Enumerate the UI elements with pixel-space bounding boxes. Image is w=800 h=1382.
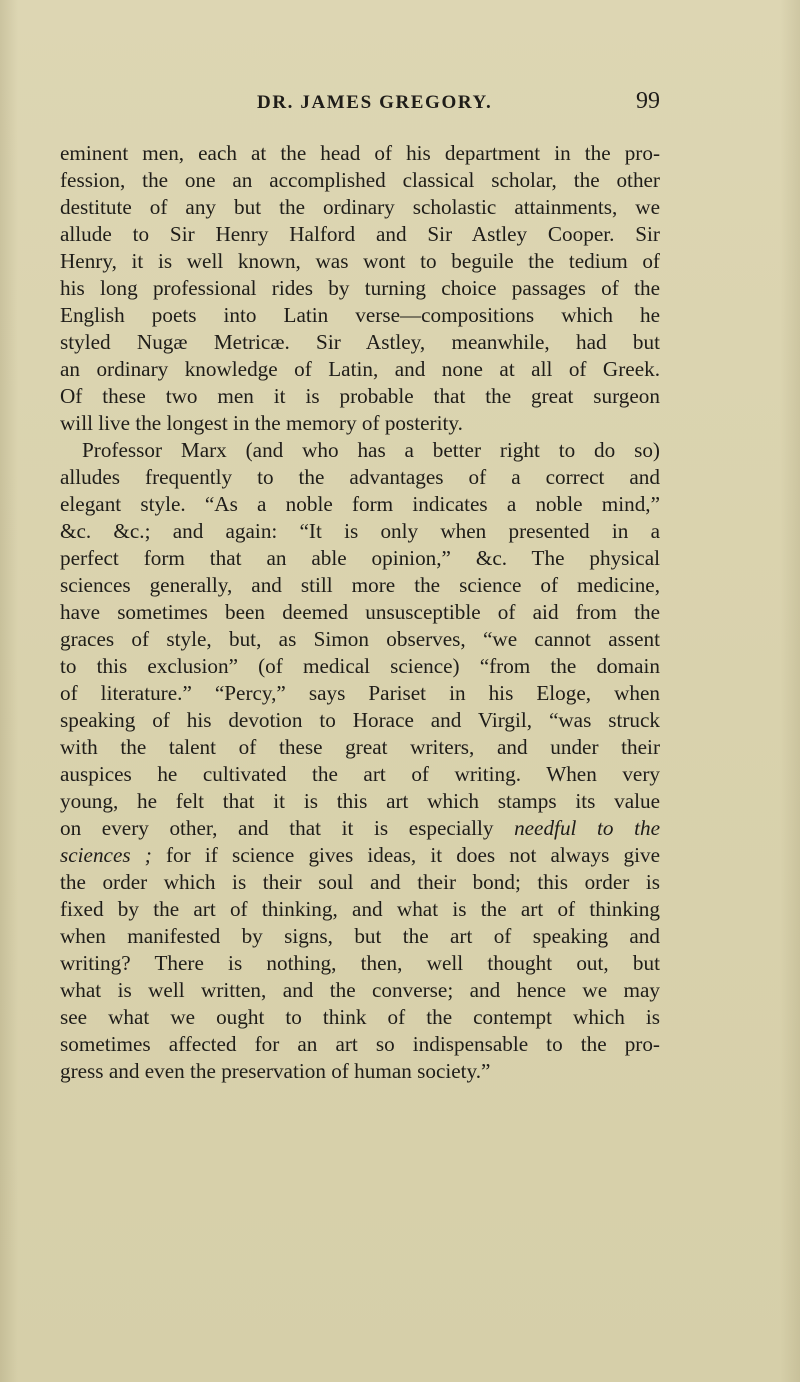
text-line: sometimes affected for an art so indispensable to the pro- [60,1032,660,1056]
text-line: styled Nugæ Metricæ. Sir Astley, meanwhile, had but [60,330,660,354]
text-line: Henry, it is well known, was wont to beguile the tedium of [60,249,660,273]
text-line: gress and even the preservation of human society.” [60,1059,491,1083]
text-line: an ordinary knowledge of Latin, and none at all of Greek. [60,357,660,381]
text-line: what is well written, and the converse; and hence we may [60,978,660,1002]
text-line [60,815,660,842]
page-number: 99 [636,88,660,114]
text-segment: for if science gives ideas, it does not always give [165,843,660,867]
text-line: of literature.” “Percy,” says Pariset in his Eloge, when [60,681,660,705]
text-line: graces of style, but, as Simon observes, “we cannot assent [60,627,660,651]
text-line: English poets into Latin verse—compositions which he [60,303,660,327]
text-line: sciences generally, and still more the science of medicine, [60,573,660,597]
text-line: his long professional rides by turning choice passages of the [60,276,660,300]
text-line: writing? There is nothing, then, well thought out, but [60,951,660,975]
text-line: auspices he cultivated the art of writing. When very [60,762,660,786]
text-line: perfect form that an able opinion,” &c. The physical [60,546,660,570]
page-header [60,88,660,124]
text-line: with the talent of these great writers, and under their [60,735,660,759]
text-line: young, he felt that it is this art which stamps its value [60,789,660,813]
italic-phrase: needful to the [514,816,661,840]
text-line: Of these two men it is probable that the great surgeon [60,384,660,408]
text-line: allude to Sir Henry Halford and Sir Astley Cooper. Sir [60,222,660,246]
body-text [60,140,660,1085]
text-line: eminent men, each at the head of his department in the pro- [60,141,660,165]
text-line: &c. &c.; and again: “It is only when presented in a [60,519,660,543]
text-line: fession, the one an accomplished classical scholar, the other [60,168,660,192]
text-line: have sometimes been deemed unsusceptible of aid from the [60,600,660,624]
running-head: DR. JAMES GREGORY. [257,92,493,113]
text-line: when manifested by signs, but the art of speaking and [60,924,660,948]
text-line: the order which is their soul and their bond; this order is [60,870,660,894]
text-line: alludes frequently to the advantages of a correct and [60,465,660,489]
text-line: fixed by the art of thinking, and what is the art of thinking [60,897,660,921]
text-line: Professor Marx (and who has a better right to do so) [82,438,660,462]
text-segment: on every other, and that it is especially [60,816,494,840]
text-line: see what we ought to think of the contempt which is [60,1005,660,1029]
text-line: elegant style. “As a noble form indicates a noble mind,” [60,492,660,516]
text-line: will live the longest in the memory of posterity. [60,411,463,435]
text-line: speaking of his devotion to Horace and Virgil, “was struck [60,708,660,732]
text-line: to this exclusion” (of medical science) “from the domain [60,654,660,678]
text-line: destitute of any but the ordinary scholastic attainments, we [60,195,660,219]
italic-phrase: sciences ; [60,843,152,867]
text-line [60,842,660,869]
